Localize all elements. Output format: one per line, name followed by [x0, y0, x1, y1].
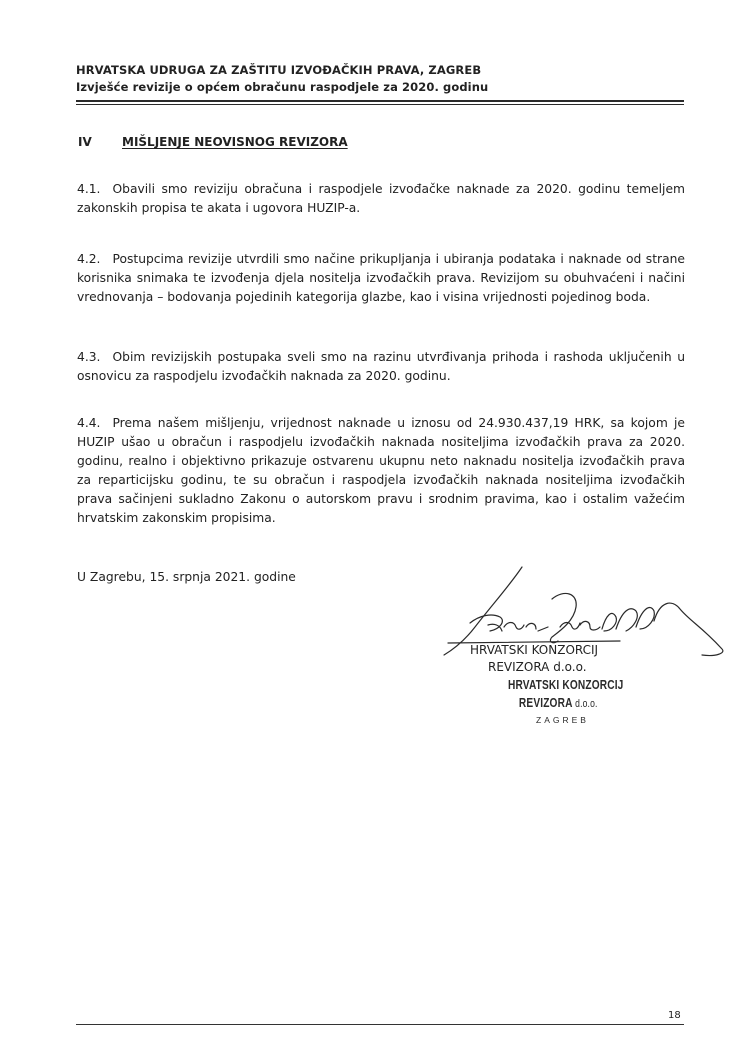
paragraph-text: Obavili smo reviziju obračuna i raspodjele izvođačke naknade za 2020. godinu temeljem zakonskih propisa te akata i ugovora HUZIP-a. — [77, 182, 685, 215]
document-header — [76, 62, 686, 96]
stamp-line2 — [508, 694, 625, 713]
signer-company-line2: REVIZORA d.o.o. — [488, 660, 587, 674]
section-title: MIŠLJENJE NEOVISNOG REVIZORA — [122, 135, 348, 149]
section-heading — [78, 135, 348, 149]
paragraph-number: 4.4. — [77, 416, 101, 430]
company-stamp — [508, 676, 658, 727]
paragraph-text: Obim revizijskih postupaka sveli smo na razinu utvrđivanja prihoda i rashoda uključenih u osnovicu za raspodjelu izvođačkih naknada za 2020. godinu. — [77, 350, 685, 383]
section-number: IV — [78, 135, 92, 149]
stamp-line1: HRVATSKI KONZORCIJ — [508, 677, 624, 692]
paragraph-number: 4.2. — [77, 252, 101, 266]
stamp-city: ZAGREB — [536, 715, 589, 725]
header-divider — [76, 100, 684, 102]
footer-divider — [76, 1024, 684, 1025]
page-number: 18 — [668, 1010, 681, 1021]
paragraph-number: 4.3. — [77, 350, 101, 364]
paragraph-text: Postupcima revizije utvrdili smo načine prikupljanja i ubiranja podataka i naknade od strane korisnika snimaka te izvođenja djela nositelja izvođačkih prava. Revizijom su obuhvaćeni i načini vrednovanja – bodovanja pojedinih kategorija glazbe, kao i visina vrijednosti pojedinog boda. — [77, 252, 685, 304]
paragraph-4-2 — [77, 250, 685, 307]
paragraph-4-1 — [77, 180, 685, 218]
report-title: Izvješće revizije o općem obračunu raspodjele za 2020. godinu — [76, 80, 489, 94]
signer-company-line1: HRVATSKI KONZORCIJ — [470, 643, 599, 657]
paragraph-number: 4.1. — [77, 182, 101, 196]
signer-block — [470, 642, 670, 676]
organization-name: HRVATSKA UDRUGA ZA ZAŠTITU IZVOĐAČKIH PRAVA, ZAGREB — [76, 63, 482, 77]
stamp-line2-suffix: d.o.o. — [575, 698, 598, 710]
header-divider-thin — [76, 104, 684, 105]
paragraph-text: Prema našem mišljenju, vrijednost naknade u iznosu od 24.930.437,19 HRK, sa kojom je HUZIP ušao u obračun i raspodjelu izvođačkih naknada nositeljima izvođačkih prava za 2020. godinu, realno i objektivno prikazuje ostvarenu ukupnu neto naknadu nositelja izvođačkih prava za reparticijsku godinu, te su obračun i raspodjela izvođačkih naknada nositeljima izvođačkih prava sačinjeni sukladno Zakonu o autorskom pravu i srodnim pravima, kao i ostalim važećim hrvatskim zakonskim propisima. — [77, 416, 685, 525]
paragraph-4-4 — [77, 414, 685, 528]
stamp-line2-main: REVIZORA — [518, 695, 573, 710]
paragraph-4-3 — [77, 348, 685, 386]
place-and-date: U Zagrebu, 15. srpnja 2021. godine — [77, 570, 296, 584]
